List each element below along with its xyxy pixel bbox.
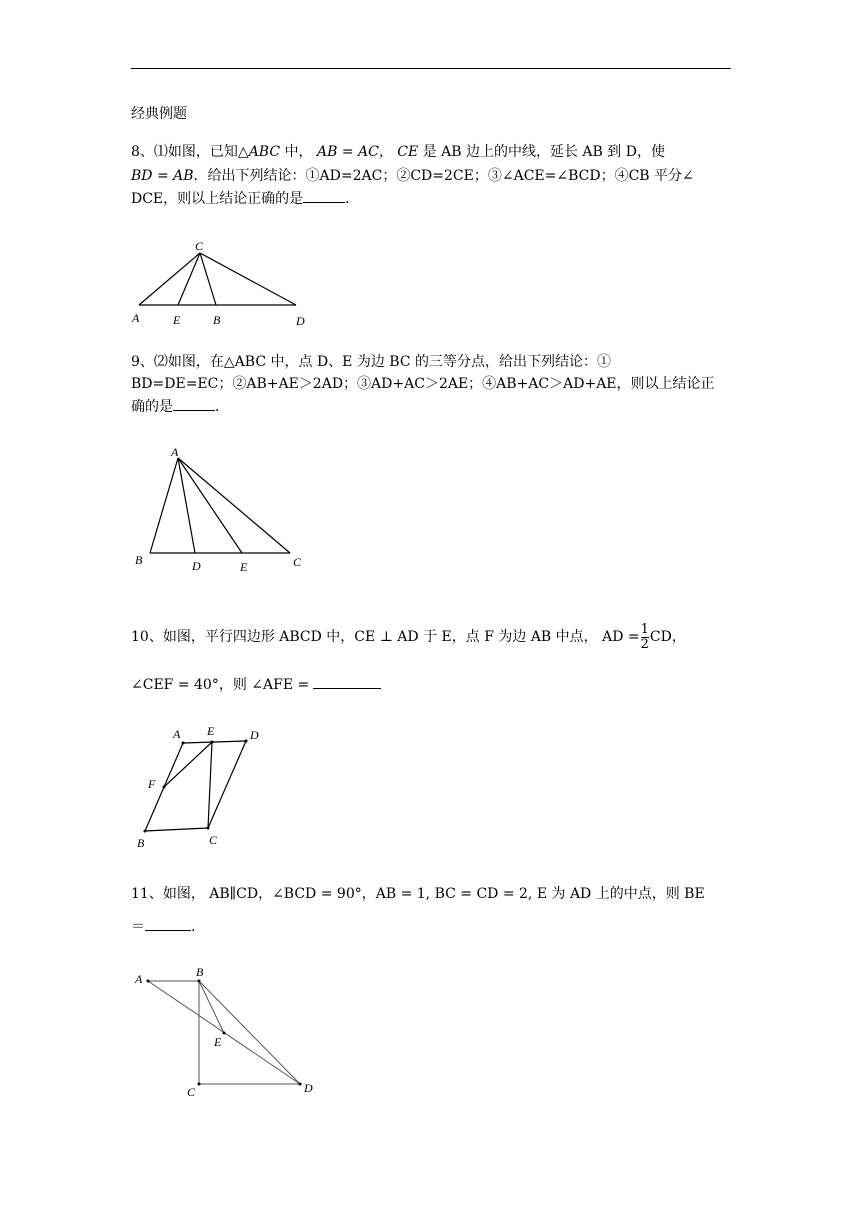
- point-a: [182, 742, 185, 745]
- point-label-b: B: [135, 553, 143, 567]
- segment-cd: [200, 253, 296, 305]
- point-label-f: F: [148, 777, 156, 791]
- q8-text: BD = AB: [131, 168, 194, 184]
- point-b: [198, 980, 201, 983]
- answer-blank: [145, 916, 191, 931]
- answer-blank: [303, 188, 345, 203]
- fraction: [641, 623, 649, 652]
- point-e: [223, 1032, 226, 1035]
- q8-text: ABC: [248, 144, 281, 160]
- segment-ad: [183, 741, 246, 743]
- point-label-c: C: [293, 555, 302, 569]
- segment-ef: [164, 742, 212, 787]
- q8-text: 是 AB 边上的中线，延长 AB 到 D，使: [418, 144, 665, 160]
- segment-ab: [150, 458, 178, 553]
- q9-text: ．: [215, 399, 229, 415]
- point-label-b: B: [213, 313, 221, 327]
- q8-text: 中，: [280, 144, 317, 160]
- q9-figure: [130, 444, 310, 579]
- point-e: [211, 741, 214, 744]
- answer-blank: [173, 396, 215, 411]
- q8-text: DCE，则以上结论正确的是: [131, 191, 304, 207]
- q10-text: ∠CEF = 40°，则 ∠AFE =: [131, 677, 310, 693]
- point-b: [144, 830, 147, 833]
- q8-text: AB = AC: [316, 144, 379, 160]
- segment-bd: [199, 981, 300, 1084]
- q11-text: .: [191, 919, 196, 935]
- point-label-b: B: [137, 836, 145, 850]
- q10-figure: [130, 720, 270, 850]
- segment-ac: [139, 253, 200, 305]
- point-label-e: E: [214, 1035, 222, 1049]
- q8-text: ．: [345, 191, 360, 207]
- segment-ac: [178, 458, 290, 553]
- point-label-c: C: [187, 1085, 196, 1099]
- q9-line-3: [131, 396, 229, 417]
- fraction-denominator: 2: [640, 636, 649, 652]
- point-label-a: A: [171, 445, 179, 459]
- q10-line-2: [131, 674, 381, 695]
- q10-line-1: [131, 620, 686, 654]
- q8-text: ．给出下列结论：①AD=2AC；②CD=2CE；③∠ACE=∠BCD；④CB 平分∠: [193, 168, 694, 184]
- q9-line-2: BD=DE=EC；②AB+AE＞2AD；③AD+AC＞2AE；④AB+AC＞AD+AE，则以上结论正: [131, 376, 715, 392]
- q11-line-1: 11、如图， AB∥CD，∠BCD = 90°，AB = 1, BC = CD = 2, E 为 AD 上的中点，则 BE: [131, 886, 705, 902]
- point-label-e: E: [240, 560, 248, 574]
- point-label-e: E: [173, 313, 181, 327]
- section-title: 经典例题: [131, 106, 187, 122]
- q8-figure: [130, 236, 320, 331]
- q10-text: CD，: [649, 629, 686, 645]
- q9-line-1: 9、⑵如图，在△ABC 中，点 D、E 为边 BC 的三等分点，给出下列结论：①: [131, 354, 611, 370]
- segment-dc: [208, 741, 246, 828]
- point-label-d: D: [296, 314, 305, 328]
- segment-cb: [145, 828, 208, 831]
- q8-text: ， CE: [378, 144, 419, 160]
- point-label-c: C: [195, 239, 204, 253]
- segment-ad: [178, 458, 195, 553]
- q11-text: ＝: [131, 919, 145, 935]
- segment-ce: [178, 253, 200, 305]
- point-label-a: A: [135, 972, 143, 986]
- point-label-c: C: [209, 833, 218, 847]
- point-d: [299, 1083, 302, 1086]
- q8-line-3: [131, 188, 359, 209]
- q8-line-2: [131, 166, 694, 186]
- q10-text: 10、如图，平行四边形 ABCD 中，CE ⊥ AD 于 E，点 F 为边 AB 中点， AD =: [131, 629, 640, 645]
- fraction-numerator: 1: [640, 621, 649, 637]
- point-label-d: D: [192, 559, 201, 573]
- q8-line-1: [131, 142, 665, 162]
- point-label-a: A: [132, 311, 140, 325]
- point-f: [163, 786, 166, 789]
- point-label-b: B: [196, 965, 204, 979]
- segment-be: [199, 981, 224, 1033]
- q11-figure: [130, 962, 330, 1102]
- segment-ec: [208, 742, 212, 828]
- header-rule: [131, 68, 731, 69]
- point-label-a: A: [173, 727, 181, 741]
- point-label-e: E: [207, 724, 215, 738]
- segment-ae: [178, 458, 242, 553]
- answer-blank: [313, 674, 381, 689]
- point-label-d: D: [250, 728, 259, 742]
- point-c: [198, 1083, 201, 1086]
- point-d: [245, 740, 248, 743]
- point-label-d: D: [304, 1081, 313, 1095]
- q8-text: 8、⑴如图，已知△: [131, 144, 249, 160]
- q11-line-2: [131, 916, 195, 937]
- q9-text: 确的是: [131, 399, 173, 415]
- point-c: [207, 827, 210, 830]
- point-a: [147, 980, 150, 983]
